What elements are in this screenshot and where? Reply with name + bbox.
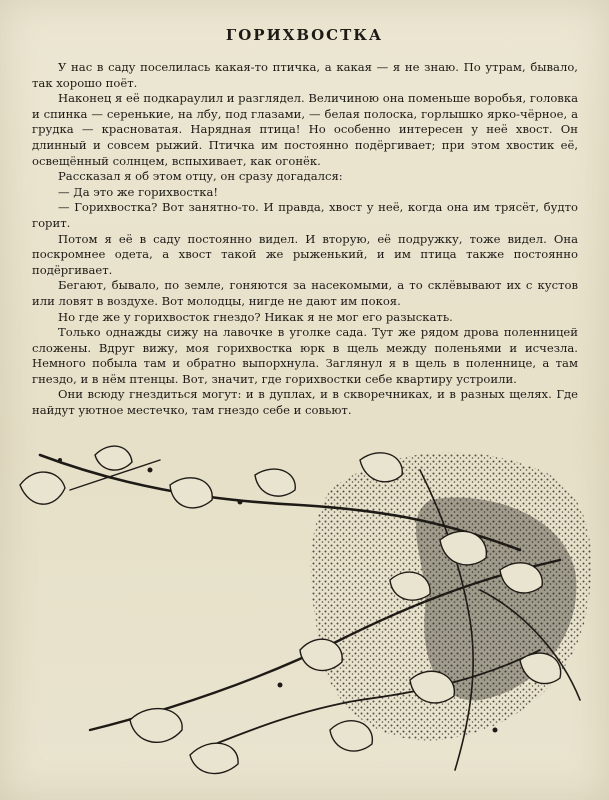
story-text [32, 60, 578, 419]
page-title: ГОРИХВОСТКА [225, 26, 384, 44]
leaf [255, 469, 295, 496]
bud [58, 458, 62, 462]
paragraph: Потом я её в саду постоянно видел. И вторую, её подружку, тоже видел. Она поскромнее одета, а хвост такой же рыженький, и им птица также постоянно подёргивает. [32, 231, 578, 277]
leaf [190, 743, 238, 773]
paragraph: — Да это же горихвостка! [58, 184, 219, 199]
leaf [170, 478, 212, 508]
bud [493, 728, 498, 733]
paragraph: У нас в саду поселилась какая-то птичка, а какая — я не знаю. По утрам, бывало, так хорошо поёт. [32, 60, 578, 90]
bud [148, 468, 153, 473]
leaf [330, 721, 372, 751]
paragraph: — Горихвостка? Вот занятно-то. И правда, хвост у неё, когда она им трясёт, будто горит. [32, 200, 578, 230]
leaf [20, 472, 65, 504]
leaf [130, 709, 182, 743]
bud [238, 500, 243, 505]
branch-illustration [0, 430, 609, 800]
leaf [95, 446, 132, 470]
paragraph: Рассказал я об этом отцу, он сразу догадался: [58, 169, 343, 184]
paragraph: Наконец я её подкараулил и разглядел. Величиною она поменьше воробья, головка и спинка — серенькие, на лбу, под глазами, — белая полоска, горлышко ярко-чёрное, а грудка — красноватая. Нарядная птица! Но особенно интересен у неё хвост. Он длинный и совсем рыжий. Птичка им постоянно подёргивает; при этом хвостик её, освещённый солнцем, вспыхивает, как огонёк. [32, 91, 578, 168]
paragraph: Только однажды сижу на лавочке в уголке сада. Тут же рядом дрова поленницей сложены. Вдруг вижу, моя горихвостка юрк в щель между поленьями и исчезла. Немного побыла там и обратно выпорхнула. Заглянул я в щель в поленнице, а там гнездо, и в нём птенцы. Вот, значит, где горихвостки себе квартиру устроили. [32, 325, 578, 386]
bud [278, 683, 283, 688]
paragraph: Но где же у горихвосток гнездо? Никак я не мог его разыскать. [58, 309, 453, 324]
paragraph: Бегают, бывало, по земле, гоняются за насекомыми, а то склёвывают их с кустов или ловят в воздухе. Вот молодцы, нигде не дают им покоя. [32, 278, 578, 308]
leaf [300, 639, 342, 670]
paragraph: Они всюду гнездиться могут: и в дуплах, и в скворечниках, и в разных щелях. Где найдут уютное местечко, там гнездо себе и совьют. [32, 387, 578, 418]
